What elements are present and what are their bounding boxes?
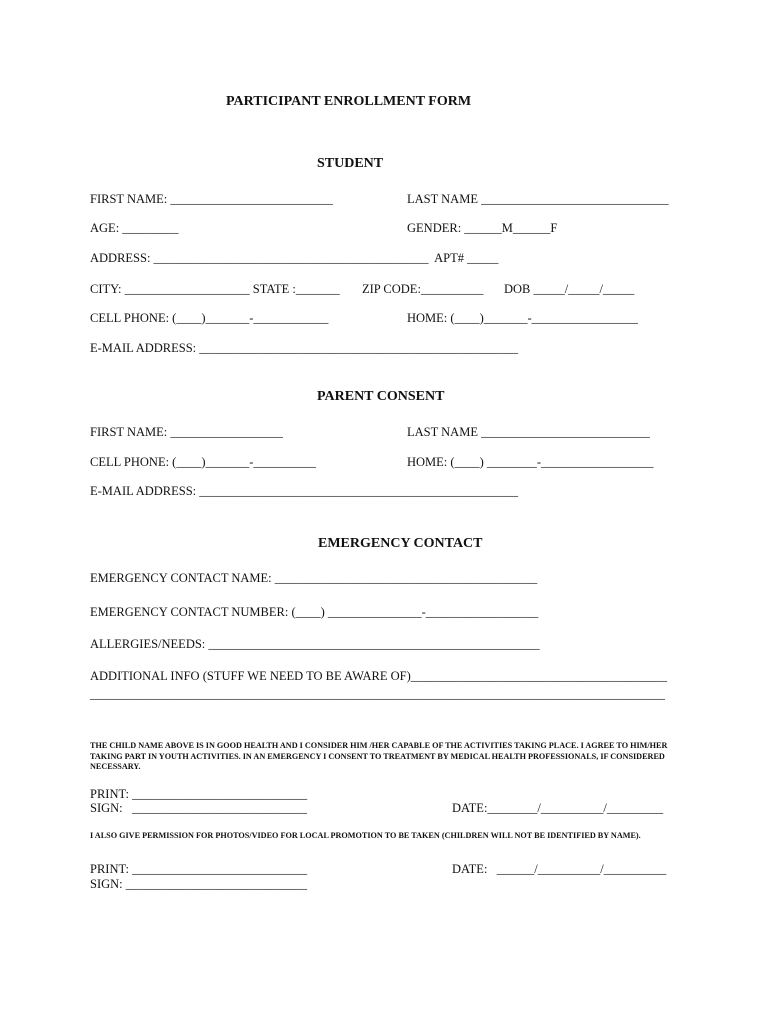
student-age-field[interactable]: AGE: _________ [90, 221, 179, 235]
additional-info-field[interactable]: ADDITIONAL INFO (STUFF WE NEED TO BE AWARE OF)_________________________________________ [90, 669, 668, 683]
signature-field-1[interactable]: SIGN: ____________________________ [90, 801, 308, 815]
student-email-field[interactable]: E-MAIL ADDRESS: ___________________________________________________ [90, 341, 519, 355]
date-field-2[interactable]: DATE: ______/__________/__________ [452, 862, 667, 876]
parent-cell-phone-field[interactable]: CELL PHONE: (____)_______-__________ [90, 455, 316, 469]
emergency-contact-number-field[interactable]: EMERGENCY CONTACT NUMBER: (____) _______________-__________________ [90, 605, 539, 619]
parent-consent-heading: PARENT CONSENT [317, 389, 445, 404]
signature-field-2[interactable]: SIGN: _____________________________ [90, 877, 308, 891]
student-city-state-field[interactable]: CITY: ____________________ STATE :_______ [90, 282, 340, 296]
emergency-contact-name-field[interactable]: EMERGENCY CONTACT NAME: __________________________________________ [90, 571, 538, 585]
parent-first-name-field[interactable]: FIRST NAME: __________________ [90, 425, 283, 439]
photo-permission-statement: I ALSO GIVE PERMISSION FOR PHOTOS/VIDEO FOR LOCAL PROMOTION TO BE TAKEN (CHILDREN WILL NOT BE IDENTIFIED BY NAME). [90, 831, 641, 840]
student-heading: STUDENT [317, 156, 384, 171]
student-home-phone-field[interactable]: HOME: (____)_______-_________________ [407, 311, 638, 325]
health-consent-statement: THE CHILD NAME ABOVE IS IN GOOD HEALTH AND I CONSIDER HIM /HER CAPABLE OF THE ACTIVITIES TAKING PLACE. I AGREE TO HIM/HER TAKING PART IN YOUTH ACTIVITIES. IN AN EMERGENCY I CONSENT TO TREATMENT BY MEDICAL HEALTH PROFESSIONALS, IF CONSIDERED NECESSARY. [90, 741, 668, 771]
print-name-field-1[interactable]: PRINT: ____________________________ [90, 787, 308, 801]
student-zip-field[interactable]: ZIP CODE:__________ [362, 282, 484, 296]
form-title: PARTICIPANT ENROLLMENT FORM [226, 94, 472, 109]
additional-info-line[interactable]: ____________________________________________________________________________________________ [90, 687, 665, 701]
student-last-name-field[interactable]: LAST NAME ______________________________ [407, 192, 669, 206]
allergies-needs-field[interactable]: ALLERGIES/NEEDS: _____________________________________________________ [90, 637, 540, 651]
student-first-name-field[interactable]: FIRST NAME: __________________________ [90, 192, 333, 206]
student-cell-phone-field[interactable]: CELL PHONE: (____)_______-____________ [90, 311, 329, 325]
parent-home-phone-field[interactable]: HOME: (____) ________-__________________ [407, 455, 654, 469]
student-address-field[interactable]: ADDRESS: ____________________________________________ APT# _____ [90, 251, 499, 265]
student-dob-field[interactable]: DOB _____/_____/_____ [504, 282, 635, 296]
parent-email-field[interactable]: E-MAIL ADDRESS: ___________________________________________________ [90, 484, 519, 498]
date-field-1[interactable]: DATE:________/__________/_________ [452, 801, 664, 815]
student-gender-field[interactable]: GENDER: ______M______F [407, 221, 558, 235]
emergency-contact-heading: EMERGENCY CONTACT [318, 536, 483, 551]
parent-last-name-field[interactable]: LAST NAME ___________________________ [407, 425, 650, 439]
print-name-field-2[interactable]: PRINT: ____________________________ [90, 862, 308, 876]
